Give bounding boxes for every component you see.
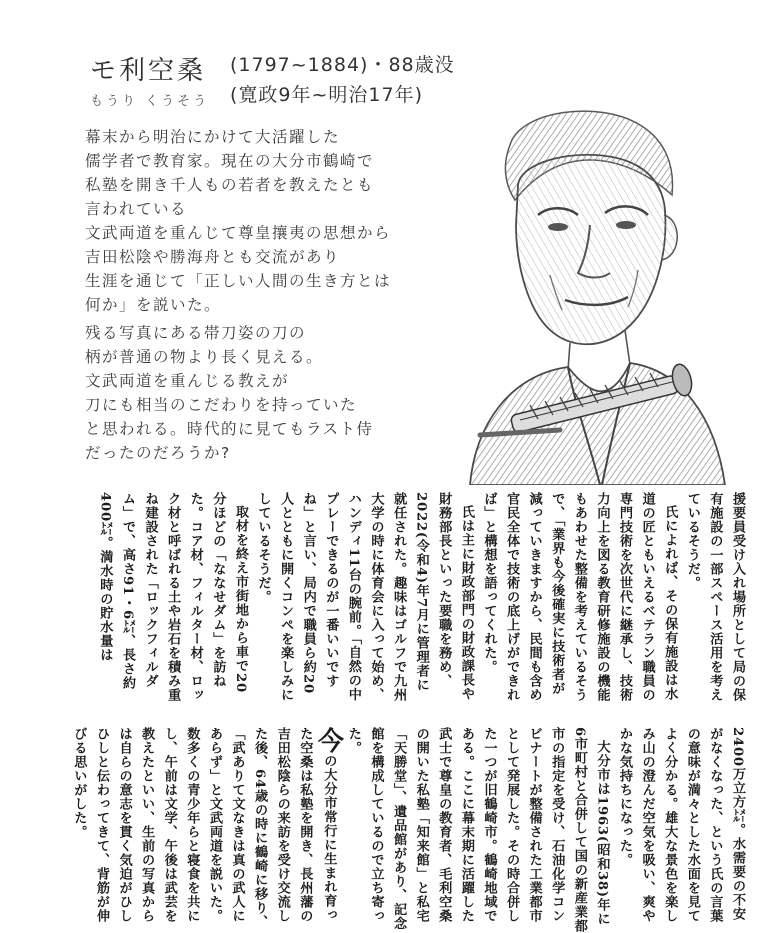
note-line: 何か」を説いた。 — [85, 296, 222, 314]
note-line: 残る写真にある帯刀姿の刀の — [85, 324, 307, 342]
note-line: 幕末から明治にかけて大活躍した — [85, 128, 341, 146]
article-paragraph: 取材を終え市街地から車で20分ほどの「ななせダム」を訪ねた。コア材、フィルター材、ロック材と呼ばれる土や岩石を積み重ね建設された「ロックフィルダム」で、高さ91・6㍍、長さ約400㍍。満水時の貯水量は — [97, 492, 248, 702]
article-paragraph-dropcap — [67, 727, 342, 933]
article-paragraph: 大分市は1963(昭和38)年に6市町村と合併して国の新産業都市の指定を受け、石油化学コンビナートが整備された工業都市として発展した。その時合併した一つが旧鶴崎市。鶴崎地域である。ここに幕末期に活躍した武士で尊皇の教育者、毛利空桑の開いた私塾「知来館」と私宅「天勝堂」、遺品館があり、記念館を構成しているので立ち寄った。 — [345, 727, 610, 933]
article-paragraph: 氏は主に財政部門の財政課長や財務部長といった要職を務め、2022(令和4)年7月に管理者に就任された。趣味はゴルフで九州大学の時に体育会に入って始め、ハンディ11台の腕前。「自然の中プレーできるのが一番いいですね」と言い、局内で職員ら約20人とともに開くコンペを楽しみにしているそうだ。 — [255, 492, 474, 702]
subject-dates: (1797~1884)・88歳没 — [230, 54, 455, 76]
note-line: 吉田松陰や勝海舟とも交流があり — [85, 248, 341, 266]
note-line: 刀にも相当のこだわりを持っていた — [85, 396, 358, 414]
note-line: と思われる。時代的に見てもラスト侍 — [85, 420, 374, 438]
subject-era: (寛政9年~明治17年) — [230, 84, 424, 106]
note-line: 文武両道を重んじて尊皇攘夷の思想から — [85, 224, 392, 242]
note-line: 私塾を開き千人もの若者を教えたとも — [85, 176, 375, 194]
article-paragraph: 2400万立方㍍。水需要の不安がなくなった、という氏の言葉の意味が満々とした水面を見てよく分かる。雄大な景色を楽しみ山の澄んだ空気を吸い、爽やかな気持ちになった。 — [617, 727, 745, 923]
article-paragraph: 援要員受け入れ場所として局の保有施設の一部スペース活用を考えているそうだ。 — [684, 492, 745, 702]
subject-name: モ利空桑 — [90, 56, 207, 86]
note-line: 儒学者で教育家。現在の大分市鶴崎で — [85, 152, 375, 170]
illustration — [30, 20, 710, 475]
handwritten-notes — [85, 125, 415, 465]
article-paragraph: 氏によれば、その保有施設は水道の匠ともいえるベテラン職員の専門技術を次世代に継承し、技術力向上を図る教育研修施設の機能もあわせた整備を考えているそうで、「業界も今後確実に技術者が減っていきますから、民間も含め官民全体で技術の底上げができれば」と構想を語ってくれた。 — [481, 492, 678, 702]
drop-cap: 今 — [313, 727, 344, 754]
portrait-sketch — [450, 105, 730, 485]
note-line: 文武両道を重んじる教えが — [85, 372, 290, 390]
article-lower-block — [18, 727, 748, 933]
article-paragraph-text: の大分市常行に生まれ育った空桑は私塾を開き、長州藩の吉田松陰らの来訪を受け交流した後、64歳の時に鶴崎に移り、「武ありて文なきは真の武人にあらず」と文武両道を説いた。数多くの青少年らと寝食を共にし、午前は文学、午後は武芸を教えたといい、生前の写真からは自らの意志を貫く気迫がひしひしと伝わってきて、背筋が伸びる思いがした。 — [71, 727, 337, 929]
note-line: 言われている — [85, 200, 188, 218]
note-line: だったのだろうか? — [85, 444, 231, 462]
article-upper-block — [18, 492, 748, 704]
note-line: 柄が普通の物より長く見える。 — [85, 348, 324, 366]
note-line: 生涯を通じて「正しい人間の生き方とは — [85, 272, 392, 290]
subject-name-reading: もうり くうそう — [90, 94, 210, 109]
